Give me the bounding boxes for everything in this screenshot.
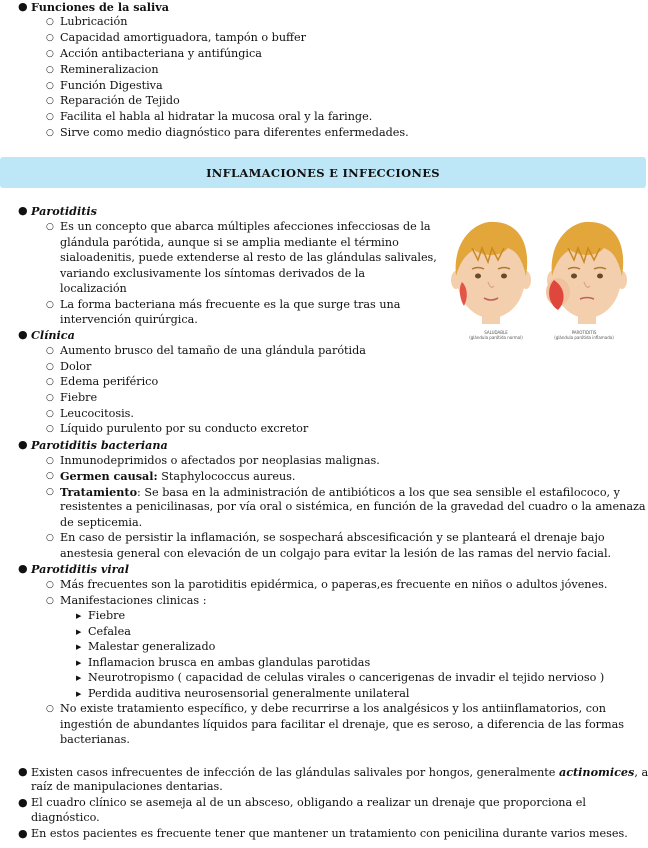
circle-bullet-icon: ○: [46, 424, 54, 434]
paragraph-line: resistentes a penicilinasas, por vía oral o sistémica, en función de la gravedad del cuadro o la amenaza: [60, 500, 646, 513]
tratamiento-item: [60, 485, 620, 500]
bullet-icon: ●: [18, 827, 28, 840]
list-item: Inflamacion brusca en ambas glandulas parotidas: [88, 656, 371, 669]
list-item: Líquido purulento por su conducto excretor: [60, 422, 309, 435]
bullet-icon: ●: [18, 0, 28, 13]
list-item: Malestar generalizado: [88, 640, 216, 653]
parotiditis-title: Parotiditis: [31, 204, 97, 218]
list-item: Acción antibacteriana y antifúngica: [60, 47, 262, 60]
viral-title: Parotiditis viral: [31, 562, 129, 576]
circle-bullet-icon: ○: [46, 362, 54, 372]
paragraph-line: ingestión de abundantes líquidos para facilitar el drenaje, que es seroso, a diferencia de las formas: [60, 718, 625, 731]
bullet-icon: ●: [18, 796, 28, 809]
paragraph-line: glándula parótida, aunque si se amplia mediante el término: [60, 236, 399, 249]
paragraph-line: bacterianas.: [60, 733, 130, 746]
list-item: Lubricación: [60, 15, 128, 28]
paragraph-line: No existe tratamiento específico, y debe recurrirse a los analgésicos y los antiinflamatorios, con: [60, 702, 606, 715]
germen-causal-item: [60, 469, 295, 484]
circle-bullet-icon: ○: [46, 596, 54, 606]
list-item: Inmunodeprimidos o afectados por neoplasias malignas.: [60, 454, 380, 467]
bullet-icon: ●: [18, 765, 28, 778]
paragraph-line: raíz de manipulaciones dentarias.: [31, 780, 223, 793]
arrow-bullet-icon: ▶: [76, 659, 82, 667]
circle-bullet-icon: ○: [46, 346, 54, 356]
healthy-face-illustration: [451, 222, 531, 324]
list-item: Capacidad amortiguadora, tampón o buffer: [60, 31, 306, 44]
list-item: Fiebre: [88, 609, 126, 622]
circle-bullet-icon: ○: [46, 49, 54, 59]
circle-bullet-icon: ○: [46, 81, 54, 91]
list-item: Neurotropismo ( capacidad de celulas virales o cancerigenas de invadir el tejido nervioso ): [88, 671, 605, 684]
parotid-illustration: [448, 218, 638, 340]
arrow-bullet-icon: ▶: [76, 643, 82, 651]
paragraph-line: localización: [60, 282, 127, 295]
paragraph-line: anestesia general con elevación de un colgajo para evitar la lesión de las ramas del nervio facial.: [60, 547, 612, 560]
tratamiento-text: : Se basa en la administración de antibióticos a los que sea sensible el estafilococo, y: [137, 486, 620, 499]
parotitis-face-illustration: [546, 222, 627, 324]
paragraph-line: En estos pacientes es frecuente tener que mantener un tratamiento con penicilina durante varios meses.: [31, 827, 628, 840]
final-text: Existen casos infrecuentes de infección de las glándulas salivales por hongos, generalmente: [31, 766, 559, 779]
bacteriana-title: Parotiditis bacteriana: [31, 438, 168, 452]
list-item: Perdida auditiva neurosensorial generalmente unilateral: [88, 687, 410, 700]
circle-bullet-icon: ○: [46, 65, 54, 75]
paragraph-line: La forma bacteriana más frecuente es la que surge tras una: [60, 298, 401, 311]
germen-text: Staphylococcus aureus.: [161, 470, 296, 483]
list-item: Facilita el habla al hidratar la mucosa oral y la faringe.: [60, 110, 373, 123]
circle-bullet-icon: ○: [46, 704, 54, 714]
bullet-icon: ●: [18, 438, 28, 451]
arrow-bullet-icon: ▶: [76, 612, 82, 620]
circle-bullet-icon: ○: [46, 128, 54, 138]
list-item: Sirve como medio diagnóstico para diferentes enfermedades.: [60, 126, 409, 139]
final-text: , a: [634, 766, 648, 779]
list-item: Manifestaciones clinicas :: [60, 594, 207, 607]
list-item: Función Digestiva: [60, 79, 163, 92]
actinomices-term: actinomices: [558, 765, 635, 779]
germen-label: Germen causal:: [60, 469, 158, 483]
section-title: INFLAMACIONES E INFECCIONES: [206, 166, 440, 180]
final-bullet-1: [31, 765, 648, 780]
circle-bullet-icon: ○: [46, 300, 54, 310]
circle-bullet-icon: ○: [46, 409, 54, 419]
circle-bullet-icon: ○: [46, 393, 54, 403]
list-item: Dolor: [60, 360, 92, 373]
list-item: Aumento brusco del tamaño de una glándula parótida: [60, 344, 366, 357]
paragraph-line: En caso de persistir la inflamación, se sospechará abscesificación y se planteará el drenaje bajo: [60, 531, 605, 544]
paragraph-line: El cuadro clínico se asemeja al de un absceso, obligando a realizar un drenaje que proporciona el: [31, 796, 586, 809]
circle-bullet-icon: ○: [46, 471, 54, 481]
list-item: Más frecuentes son la parotiditis epidérmica, o paperas,es frecuente en niños o adultos jóvenes.: [60, 578, 608, 591]
bullet-icon: ●: [18, 328, 28, 341]
paragraph-line: diagnóstico.: [31, 811, 100, 824]
circle-bullet-icon: ○: [46, 96, 54, 106]
circle-bullet-icon: ○: [46, 222, 54, 232]
paragraph-line: de septicemia.: [60, 516, 143, 529]
clinica-title: Clínica: [31, 328, 75, 342]
paragraph-line: Es un concepto que abarca múltiples afecciones infecciosas de la: [60, 220, 431, 233]
circle-bullet-icon: ○: [46, 533, 54, 543]
circle-bullet-icon: ○: [46, 456, 54, 466]
circle-bullet-icon: ○: [46, 33, 54, 43]
tratamiento-label: Tratamiento: [60, 485, 138, 499]
list-item: Leucocitosis.: [60, 407, 134, 420]
arrow-bullet-icon: ▶: [76, 690, 82, 698]
list-item: Cefalea: [88, 625, 131, 638]
circle-bullet-icon: ○: [46, 580, 54, 590]
circle-bullet-icon: ○: [46, 377, 54, 387]
paragraph-line: sialoadenitis, puede extenderse al resto de las glándulas salivales,: [60, 251, 437, 264]
paragraph-line: variando exclusivamente los síntomas derivados de la: [60, 267, 366, 280]
list-item: Reparación de Tejido: [60, 94, 180, 107]
figure-caption-healthy: SALUDABLE (glándula parótida normal): [469, 330, 523, 340]
circle-bullet-icon: ○: [46, 112, 54, 122]
paragraph-line: intervención quirúrgica.: [60, 313, 198, 326]
arrow-bullet-icon: ▶: [76, 674, 82, 682]
arrow-bullet-icon: ▶: [76, 628, 82, 636]
bullet-icon: ●: [18, 562, 28, 575]
circle-bullet-icon: ○: [46, 17, 54, 27]
funciones-title: Funciones de la saliva: [31, 0, 170, 14]
bullet-icon: ●: [18, 204, 28, 217]
list-item: Remineralizacion: [60, 63, 159, 76]
figure-caption-parotitis: PAROTIDITIS (glándula parótida inflamada): [554, 330, 614, 340]
circle-bullet-icon: ○: [46, 487, 54, 497]
list-item: Edema periférico: [60, 375, 159, 388]
list-item: Fiebre: [60, 391, 98, 404]
